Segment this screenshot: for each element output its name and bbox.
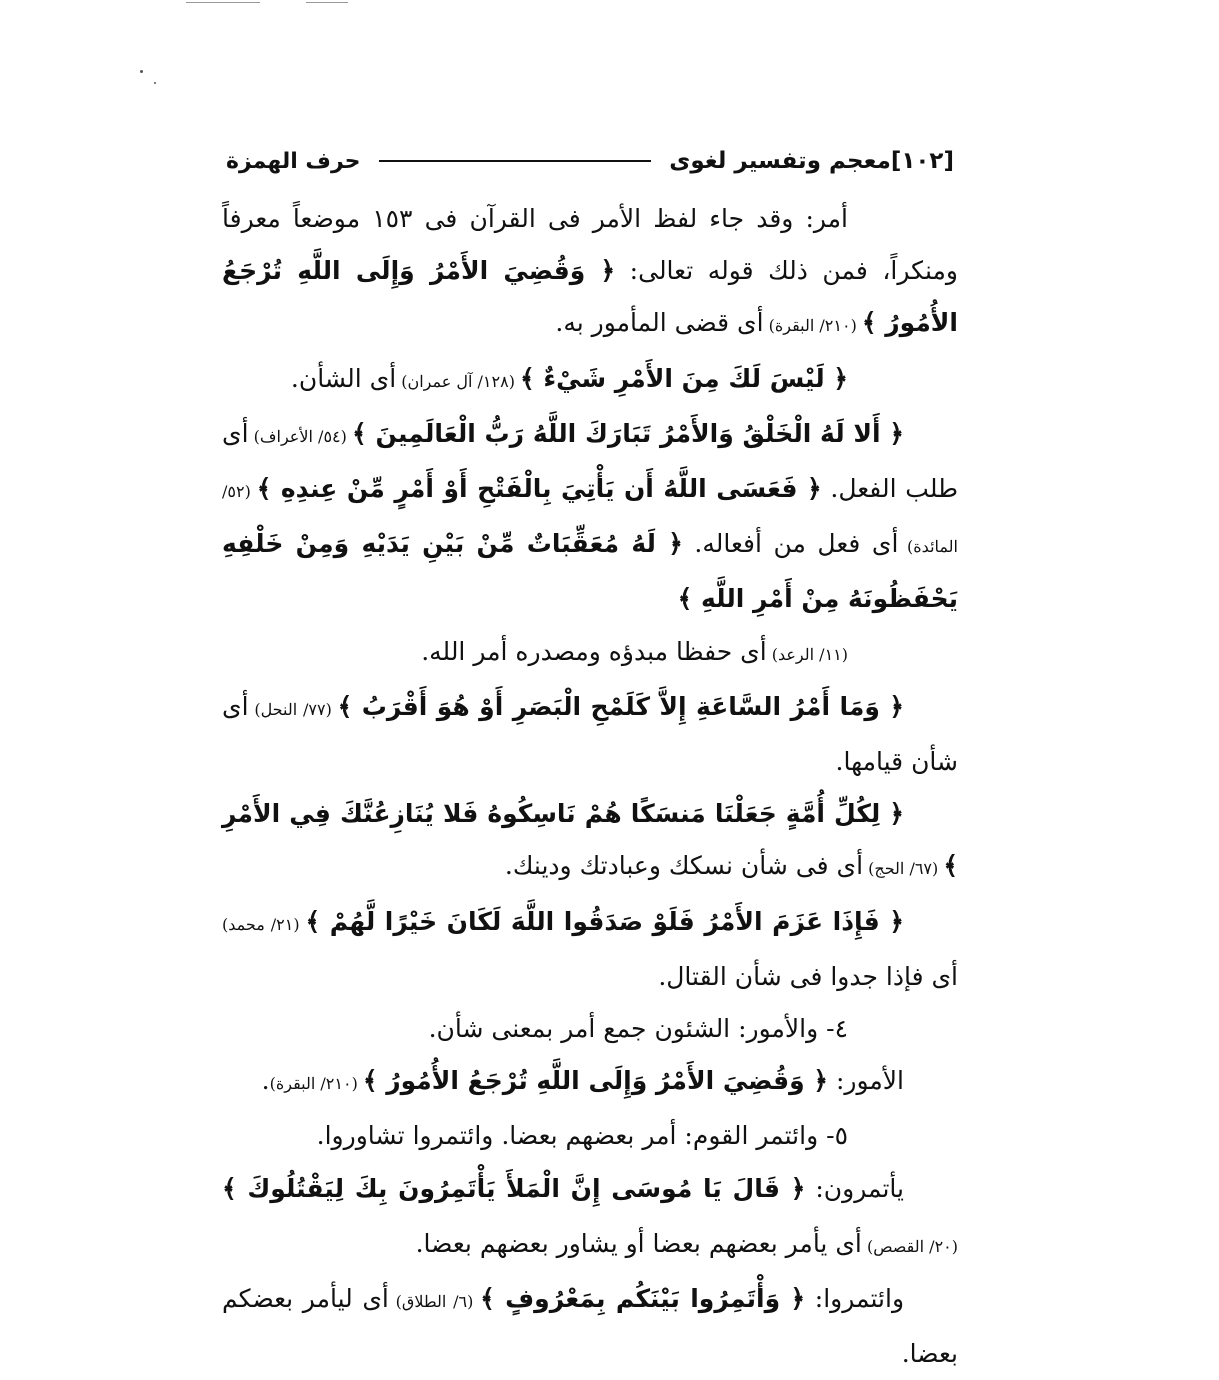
body-text: أى قضى المأمور به. bbox=[555, 308, 764, 338]
quran-verse: ﴿ فَعَسَى اللَّهُ أَن يَأْتِيَ بِالْفَتْحِ أَوْ أَمْرٍ مِّنْ عِندِهِ ﴾ bbox=[256, 474, 822, 504]
body-text: أى فى شأن نسكك وعبادتك ودينك. bbox=[504, 851, 864, 881]
scan-artifact-dot bbox=[140, 70, 143, 73]
book-title: معجم وتفسير لغوى bbox=[669, 148, 891, 174]
body-text: أمر: وقد جاء لفظ الأمر فى القرآن فى ١٥٣ موضعاً معرفاً ومنكراً، فمن ذلك قوله تعالى: bbox=[222, 204, 958, 286]
quran-verse: ﴿ لِكُلِّ أُمَّةٍ جَعَلْنَا مَنسَكًا هُمْ نَاسِكُوهُ فَلا يُنَازِعُنَّكَ فِي الأَمْرِ ﴾ bbox=[222, 799, 958, 881]
verse-reference: (٥٤/ الأعراف) bbox=[248, 426, 353, 446]
verse-reference: (٦/ الطلاق) bbox=[388, 1292, 481, 1312]
verse-reference: (٢١٠/ البقرة) bbox=[763, 316, 862, 336]
page-number: ١٠٢ bbox=[901, 148, 944, 174]
body-text: أى الشأن. bbox=[290, 363, 397, 393]
paragraph bbox=[222, 193, 958, 353]
body-text: أى يأمر بعضهم بعضا أو يشاور بعضهم بعضا. bbox=[415, 1228, 862, 1258]
body-text: أى فإذا جدوا فى شأن القتال. bbox=[658, 961, 958, 991]
body-text: الأمور: bbox=[828, 1066, 904, 1096]
paragraph bbox=[222, 353, 958, 408]
verse-reference: (٢١/ محمد) bbox=[222, 914, 306, 934]
paragraph bbox=[222, 681, 958, 788]
scan-artifact-line bbox=[306, 2, 348, 3]
verse-reference: (١٢٨/ آل عمران) bbox=[396, 371, 521, 391]
scan-artifact-dot bbox=[154, 82, 156, 84]
paragraph bbox=[222, 1273, 958, 1380]
paragraph bbox=[222, 1163, 958, 1273]
body-text: أى فعل من أفعاله. bbox=[682, 529, 899, 559]
header-rule bbox=[379, 160, 652, 162]
quran-verse: ﴿ قَالَ يَا مُوسَى إِنَّ الْمَلأَ يَأْتَمِرُونَ بِكَ لِيَقْتُلُوكَ ﴾ bbox=[222, 1173, 806, 1203]
body-text: وائتمروا: bbox=[805, 1284, 905, 1314]
body-text: أى شأن قيامها. bbox=[222, 691, 958, 777]
paragraph bbox=[222, 626, 958, 681]
body-text: . bbox=[261, 1066, 270, 1096]
quran-verse: ﴿ وَمَا أَمْرُ السَّاعَةِ إِلاَّ كَلَمْحِ الْبَصَرِ أَوْ هُوَ أَقْرَبُ ﴾ bbox=[337, 691, 905, 721]
quran-verse: ﴿ وَقُضِيَ الأَمْرُ وَإِلَى اللَّهِ تُرْجَعُ الأُمُورُ ﴾ bbox=[362, 1066, 829, 1096]
body-text: أى ليأمر بعضكم بعضا. bbox=[222, 1284, 958, 1369]
paragraph bbox=[222, 408, 958, 626]
verse-reference: (١١/ الرعد) bbox=[766, 644, 848, 664]
body-text: يأتمرون: bbox=[805, 1173, 904, 1203]
paragraph bbox=[222, 1003, 958, 1055]
running-header: [١٠٢]معجم وتفسير لغوى bbox=[669, 148, 954, 174]
verse-reference: (٦٧/ الحج) bbox=[863, 859, 944, 879]
quran-verse: ﴿ أَلا لَهُ الْخَلْقُ وَالأَمْرُ تَبَارَكَ اللَّهُ رَبُّ الْعَالَمِينَ ﴾ bbox=[352, 418, 904, 448]
quran-verse: ﴿ فَإِذَا عَزَمَ الأَمْرُ فَلَوْ صَدَقُوا اللَّهَ لَكَانَ خَيْرًا لَّهُمْ ﴾ bbox=[305, 906, 904, 936]
quran-verse: ﴿ لَيْسَ لَكَ مِنَ الأَمْرِ شَيْءٌ ﴾ bbox=[520, 363, 848, 393]
paragraph bbox=[222, 788, 958, 895]
verse-reference: (٢١٠/ البقرة) bbox=[269, 1074, 363, 1094]
verse-reference: (٥٢/ المائدة) bbox=[222, 482, 958, 557]
verse-reference: (٧٧/ النحل) bbox=[248, 699, 338, 719]
quran-verse: ﴿ وَأْتَمِرُوا بَيْنَكُم بِمَعْرُوفٍ ﴾ bbox=[480, 1284, 806, 1314]
page-body bbox=[222, 193, 958, 1380]
scan-artifact-line bbox=[186, 2, 260, 3]
quran-verse: ﴿ لَهُ مُعَقِّبَاتٌ مِّنْ بَيْنِ يَدَيْهِ وَمِنْ خَلْفِهِ يَحْفَظُونَهُ مِنْ أَمْرِ اللَّهِ ﴾ bbox=[222, 529, 958, 614]
section-title: حرف الهمزة bbox=[226, 148, 361, 174]
page-header bbox=[226, 140, 954, 182]
body-text: ٥- وائتمر القوم: أمر بعضهم بعضا. وائتمروا تشاوروا. bbox=[316, 1121, 848, 1151]
quran-verse: ﴿ وَقُضِيَ الأَمْرُ وَإِلَى اللَّهِ تُرْجَعُ الأُمُورُ ﴾ bbox=[222, 256, 958, 338]
paragraph bbox=[222, 896, 958, 1003]
body-text: ٤- والأمور: الشئون جمع أمر بمعنى شأن. bbox=[428, 1014, 848, 1044]
verse-reference: (٢٠/ القصص) bbox=[861, 1236, 958, 1256]
body-text: أى حفظا مبدؤه ومصدره أمر الله. bbox=[421, 636, 767, 666]
paragraph bbox=[222, 1110, 958, 1162]
body-text: أى طلب الفعل. bbox=[222, 418, 958, 504]
paragraph bbox=[222, 1055, 958, 1110]
